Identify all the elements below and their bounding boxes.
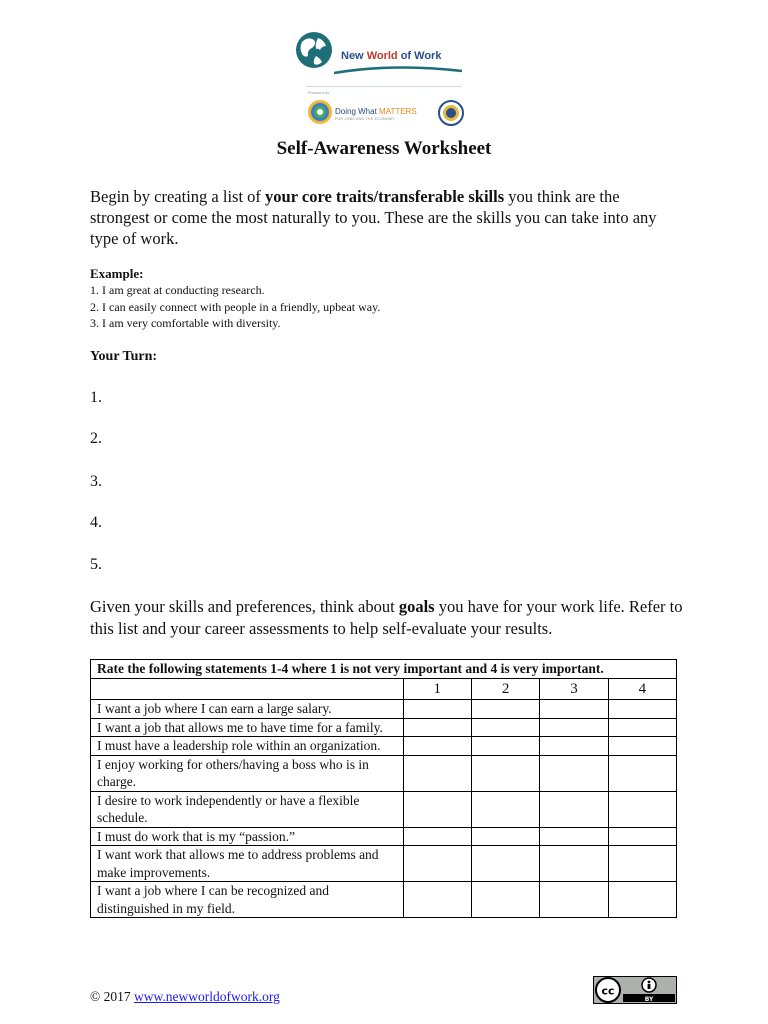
goals-paragraph: Given your skills and preferences, think about goals you have for your work life. Refer to this list and your career assessments to help self-evaluate your results. <box>90 597 683 638</box>
brand-name: New World of Work <box>341 50 442 62</box>
statement-cell: I must do work that is my “passion.” <box>91 827 404 846</box>
table-row <box>91 718 677 737</box>
example-title: Example: <box>90 266 144 281</box>
answer-line-1[interactable]: 1. <box>90 389 102 406</box>
table-row <box>91 700 677 719</box>
logo-divider <box>306 86 461 87</box>
rating-cell[interactable] <box>471 737 539 756</box>
rating-column-2: 2 <box>471 679 539 700</box>
table-row <box>91 791 677 827</box>
rating-cell[interactable] <box>403 700 471 719</box>
rating-cell[interactable] <box>608 827 676 846</box>
rating-cell[interactable] <box>471 718 539 737</box>
rating-cell[interactable] <box>608 846 676 882</box>
rating-cell[interactable] <box>608 791 676 827</box>
rating-column-1: 1 <box>403 679 471 700</box>
rating-cell[interactable] <box>540 737 608 756</box>
statement-cell: I want work that allows me to address problems and make improvements. <box>91 846 404 882</box>
statement-cell: I desire to work independently or have a flexible schedule. <box>91 791 404 827</box>
table-row <box>91 846 677 882</box>
rating-cell[interactable] <box>403 718 471 737</box>
footer <box>90 989 280 1005</box>
statement-cell: I want a job that allows me to have time for a family. <box>91 718 404 737</box>
rating-cell[interactable] <box>471 882 539 918</box>
statement-cell: I want a job where I can be recognized and distinguished in my field. <box>91 882 404 918</box>
license-by-label: BY <box>644 996 654 1003</box>
rating-cell[interactable] <box>540 700 608 719</box>
globe-icon <box>294 28 336 74</box>
answer-line-5[interactable]: 5. <box>90 556 102 573</box>
example-item: 3. I am very comfortable with diversity. <box>90 316 281 331</box>
example-item: 2. I can easily connect with people in a friendly, upbeat way. <box>90 299 381 314</box>
cc-by-license-icon <box>593 976 677 1004</box>
swoosh-icon <box>334 65 464 75</box>
table-row <box>91 755 677 791</box>
answer-line-2[interactable]: 2. <box>90 430 102 447</box>
header-logo <box>292 26 477 130</box>
rating-cell[interactable] <box>608 737 676 756</box>
example-item: 1. I am great at conducting research. <box>90 283 265 298</box>
statement-cell: I want a job where I can earn a large salary. <box>91 700 404 719</box>
your-turn-title: Your Turn: <box>90 349 158 364</box>
college-seal-icon <box>438 100 464 126</box>
rating-cell[interactable] <box>471 791 539 827</box>
rating-cell[interactable] <box>540 718 608 737</box>
rating-cell[interactable] <box>608 700 676 719</box>
copyright-text: © 2017 <box>90 989 135 1004</box>
powered-by-label: Powered by <box>308 90 330 95</box>
rating-cell[interactable] <box>403 755 471 791</box>
rating-cell[interactable] <box>403 882 471 918</box>
rating-cell[interactable] <box>471 827 539 846</box>
rating-cell[interactable] <box>608 882 676 918</box>
rating-cell[interactable] <box>403 791 471 827</box>
rating-cell[interactable] <box>403 737 471 756</box>
table-row <box>91 882 677 918</box>
rating-table-header: Rate the following statements 1-4 where 1 is not very important and 4 is very important. <box>91 660 677 679</box>
rating-cell[interactable] <box>471 700 539 719</box>
rating-cell[interactable] <box>403 827 471 846</box>
rating-cell[interactable] <box>471 846 539 882</box>
answer-line-3[interactable]: 3. <box>90 473 102 490</box>
example-section <box>90 266 380 332</box>
svg-text:cc: cc <box>601 984 615 998</box>
rating-table <box>90 659 677 918</box>
rating-cell[interactable] <box>471 755 539 791</box>
rating-cell[interactable] <box>540 791 608 827</box>
rating-header-blank <box>91 679 404 700</box>
table-row <box>91 827 677 846</box>
partner-tagline: FOR JOBS AND THE ECONOMY <box>335 117 395 121</box>
rating-cell[interactable] <box>540 882 608 918</box>
statement-cell: I must have a leadership role within an organization. <box>91 737 404 756</box>
doing-what-matters-icon <box>307 99 333 125</box>
rating-cell[interactable] <box>540 827 608 846</box>
rating-column-4: 4 <box>608 679 676 700</box>
rating-cell[interactable] <box>608 718 676 737</box>
rating-cell[interactable] <box>608 755 676 791</box>
rating-column-3: 3 <box>540 679 608 700</box>
rating-cell[interactable] <box>540 846 608 882</box>
rating-cell[interactable] <box>540 755 608 791</box>
answer-line-4[interactable]: 4. <box>90 514 102 531</box>
statement-cell: I enjoy working for others/having a boss who is in charge. <box>91 755 404 791</box>
partner-name: Doing What MATTERS <box>335 107 417 116</box>
page-title: Self-Awareness Worksheet <box>276 138 492 159</box>
rating-cell[interactable] <box>403 846 471 882</box>
intro-paragraph: Begin by creating a list of your core traits/transferable skills you think are the strongest or come the most naturally to you. These are the skills you can take into any type of work. <box>90 187 657 248</box>
website-link[interactable]: www.newworldofwork.org <box>134 989 280 1004</box>
table-row <box>91 737 677 756</box>
